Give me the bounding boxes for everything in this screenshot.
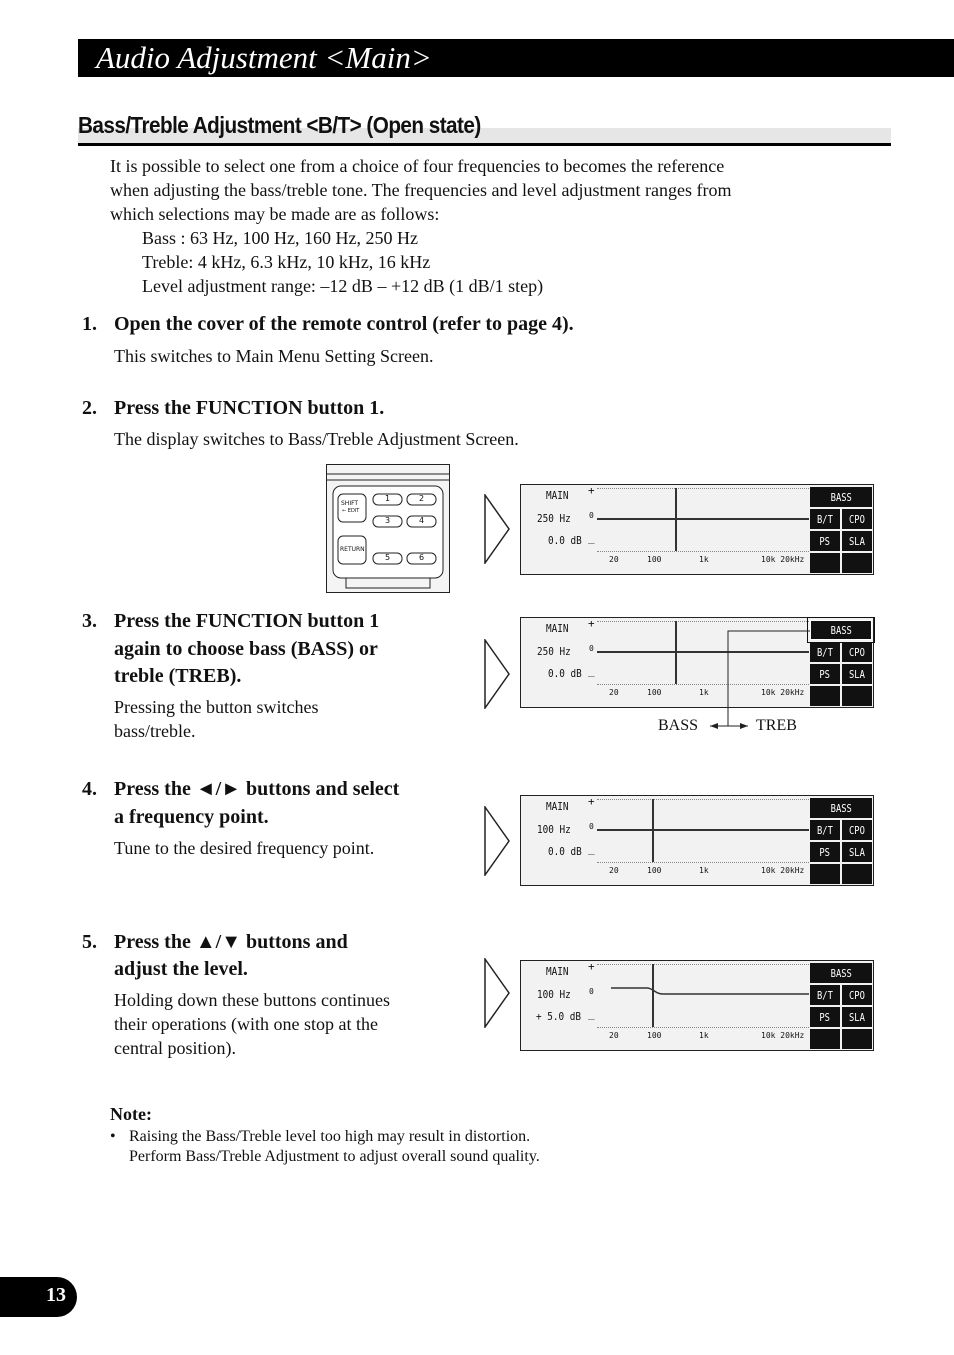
note-bullet: • <box>110 1128 116 1145</box>
step-5-number: 5. <box>82 931 97 953</box>
menu-cell-bt: B/T <box>810 820 840 840</box>
remote-control-illustration <box>326 464 450 593</box>
pointer-triangle-icon <box>484 958 510 1028</box>
note-heading: Note: <box>110 1104 152 1124</box>
plus-marker: + <box>588 617 595 630</box>
menu-cell-ps: PS <box>810 1007 840 1027</box>
zero-marker: 0 <box>589 987 594 996</box>
menu-cell-sla: SLA <box>842 664 872 684</box>
frequency-cursor <box>675 621 677 684</box>
step-5-desc-2: their operations (with one stop at the <box>114 1014 378 1034</box>
step-3-title-2: again to choose bass (BASS) or <box>114 638 378 660</box>
intro-line-3: which selections may be made are as follows: <box>110 204 440 224</box>
menu-cell-bass: BASS <box>810 487 872 507</box>
menu-grid <box>809 797 873 884</box>
step-3-desc-2: bass/treble. <box>114 721 196 741</box>
menu-cell-sla: SLA <box>842 531 872 551</box>
step-3-number: 3. <box>82 610 97 632</box>
step-5-desc-1: Holding down these buttons continues <box>114 990 390 1010</box>
menu-cell-bass: BASS <box>810 963 872 983</box>
step-5-title-2: adjust the level. <box>114 958 248 980</box>
step-3-desc-1: Pressing the button switches <box>114 697 319 717</box>
step-4-number: 4. <box>82 778 97 800</box>
section-heading <box>78 112 891 146</box>
menu-cell-bt: B/T <box>810 509 840 529</box>
menu-cell-empty <box>842 686 872 706</box>
bass-label: BASS <box>658 717 699 734</box>
minus-marker: _ <box>588 664 595 677</box>
zero-marker: 0 <box>589 644 594 653</box>
screen-level: 0.0 dB <box>548 845 582 858</box>
menu-cell-sla: SLA <box>842 842 872 862</box>
eq-curve <box>597 518 809 520</box>
tick-100: 100 <box>647 688 662 697</box>
screen-frequency: 100 Hz <box>537 823 571 836</box>
step-2-desc: The display switches to Bass/Treble Adjustment Screen. <box>114 429 519 449</box>
screen-mode: MAIN <box>546 489 569 502</box>
menu-cell-bt: B/T <box>810 642 840 662</box>
menu-cell-ps: PS <box>810 842 840 862</box>
menu-grid <box>809 486 873 573</box>
tick-10k-20khz: 10k 20kHz <box>761 866 805 875</box>
page-number: 13 <box>46 1284 66 1306</box>
menu-cell-bass-highlighted: BASS <box>810 620 872 640</box>
tick-10k-20khz: 10k 20kHz <box>761 1031 805 1040</box>
menu-cell-empty <box>810 864 840 884</box>
screen-level: 0.0 dB <box>548 534 582 547</box>
pointer-triangle-icon <box>484 494 510 564</box>
menu-cell-ps: PS <box>810 664 840 684</box>
menu-cell-empty <box>842 553 872 573</box>
remote-key-6: 6 <box>419 553 425 562</box>
menu-cell-empty <box>842 864 872 884</box>
tick-10k-20khz: 10k 20kHz <box>761 688 805 697</box>
pointer-triangle-icon <box>484 806 510 876</box>
tick-100: 100 <box>647 866 662 875</box>
header-bar <box>78 39 954 77</box>
menu-cell-cpo: CPO <box>842 642 872 662</box>
step-5-title-1: Press the ▲/▼ buttons and <box>114 931 348 953</box>
frequency-cursor <box>652 964 654 1027</box>
graph-top-guide <box>597 621 809 622</box>
screen-frequency: 100 Hz <box>537 988 571 1001</box>
menu-cell-cpo: CPO <box>842 820 872 840</box>
level-range: Level adjustment range: –12 dB – +12 dB (1 dB/1 step) <box>142 276 544 296</box>
step-1-desc: This switches to Main Menu Setting Screen. <box>114 346 434 366</box>
tick-10k-20khz: 10k 20kHz <box>761 555 805 564</box>
note-line-1: Raising the Bass/Treble level too high may result in distortion. <box>129 1128 531 1145</box>
intro-line-2: when adjusting the bass/treble tone. The frequencies and level adjustment ranges from <box>110 180 732 200</box>
graph-top-guide <box>597 488 809 489</box>
tick-20: 20 <box>609 1031 619 1040</box>
minus-marker: _ <box>588 1007 595 1020</box>
tick-100: 100 <box>647 1031 662 1040</box>
display-screen-2 <box>520 617 874 708</box>
bass-frequencies: Bass : 63 Hz, 100 Hz, 160 Hz, 250 Hz <box>142 228 418 248</box>
remote-key-5: 5 <box>385 553 391 562</box>
step-4-title-1: Press the ◄/► buttons and select <box>114 778 400 800</box>
graph-baseline <box>597 862 809 863</box>
step-4-desc: Tune to the desired frequency point. <box>114 838 375 858</box>
remote-return-button: RETURN <box>340 546 365 553</box>
menu-cell-bt: B/T <box>810 985 840 1005</box>
eq-curve <box>597 829 809 831</box>
tick-1k: 1k <box>699 866 709 875</box>
frequency-cursor <box>675 488 677 551</box>
section-title: Bass/Treble Adjustment <B/T> (Open state) <box>78 112 481 138</box>
graph-top-guide <box>597 964 809 965</box>
step-3-title-1: Press the FUNCTION button 1 <box>114 610 380 632</box>
screen-mode: MAIN <box>546 622 569 635</box>
menu-cell-ps: PS <box>810 531 840 551</box>
screen-mode: MAIN <box>546 965 569 978</box>
tick-20: 20 <box>609 688 619 697</box>
display-screen-4 <box>520 960 874 1051</box>
screen-frequency: 250 Hz <box>537 512 571 525</box>
remote-control-body <box>326 464 450 593</box>
step-2-number: 2. <box>82 397 97 419</box>
plus-marker: + <box>588 484 595 497</box>
plus-marker: + <box>588 795 595 808</box>
step-5-desc-3: central position). <box>114 1038 236 1058</box>
minus-marker: _ <box>588 531 595 544</box>
pointer-triangle-icon <box>484 639 510 709</box>
display-screen-1 <box>520 484 874 575</box>
remote-shift-button: SHIFT <box>341 500 359 507</box>
graph-baseline <box>597 551 809 552</box>
eq-curve <box>597 981 809 1001</box>
note-line-2: Perform Bass/Treble Adjustment to adjust overall sound quality. <box>129 1148 540 1165</box>
graph-baseline <box>597 1027 809 1028</box>
remote-key-1: 1 <box>385 494 391 503</box>
tick-1k: 1k <box>699 688 709 697</box>
treble-frequencies: Treble: 4 kHz, 6.3 kHz, 10 kHz, 16 kHz <box>142 252 431 272</box>
step-1-title: Open the cover of the remote control (refer to page 4). <box>114 313 574 335</box>
screen-level: 0.0 dB <box>548 667 582 680</box>
tick-20: 20 <box>609 555 619 564</box>
screen-mode: MAIN <box>546 800 569 813</box>
remote-edit-label: ← EDIT <box>342 508 360 514</box>
minus-marker: _ <box>588 842 595 855</box>
menu-cell-sla: SLA <box>842 1007 872 1027</box>
remote-key-4: 4 <box>419 516 425 525</box>
page-number-tab <box>0 1277 77 1317</box>
plus-marker: + <box>588 960 595 973</box>
remote-key-2: 2 <box>419 494 425 503</box>
remote-key-3: 3 <box>385 516 391 525</box>
intro-line-1: It is possible to select one from a choice of four frequencies to becomes the reference <box>110 156 725 176</box>
tick-20: 20 <box>609 866 619 875</box>
tick-100: 100 <box>647 555 662 564</box>
screen-level: + 5.0 dB <box>536 1010 582 1023</box>
tick-1k: 1k <box>699 555 709 564</box>
menu-cell-cpo: CPO <box>842 985 872 1005</box>
graph-top-guide <box>597 799 809 800</box>
menu-grid <box>809 962 873 1049</box>
step-4-title-2: a frequency point. <box>114 806 269 828</box>
menu-cell-cpo: CPO <box>842 509 872 529</box>
display-screen-3 <box>520 795 874 886</box>
step-2-title: Press the FUNCTION button 1. <box>114 397 385 419</box>
menu-cell-empty <box>810 1029 840 1049</box>
step-1-number: 1. <box>82 313 97 335</box>
tick-1k: 1k <box>699 1031 709 1040</box>
zero-marker: 0 <box>589 822 594 831</box>
frequency-cursor <box>652 799 654 862</box>
treb-label: TREB <box>756 717 797 734</box>
section-heading-rule <box>78 143 891 146</box>
zero-marker: 0 <box>589 511 594 520</box>
page-header-title: Audio Adjustment <Main> <box>96 40 432 75</box>
step-3-title-3: treble (TREB). <box>114 665 242 687</box>
menu-cell-empty <box>842 1029 872 1049</box>
menu-cell-empty <box>810 553 840 573</box>
menu-cell-bass: BASS <box>810 798 872 818</box>
screen-frequency: 250 Hz <box>537 645 571 658</box>
